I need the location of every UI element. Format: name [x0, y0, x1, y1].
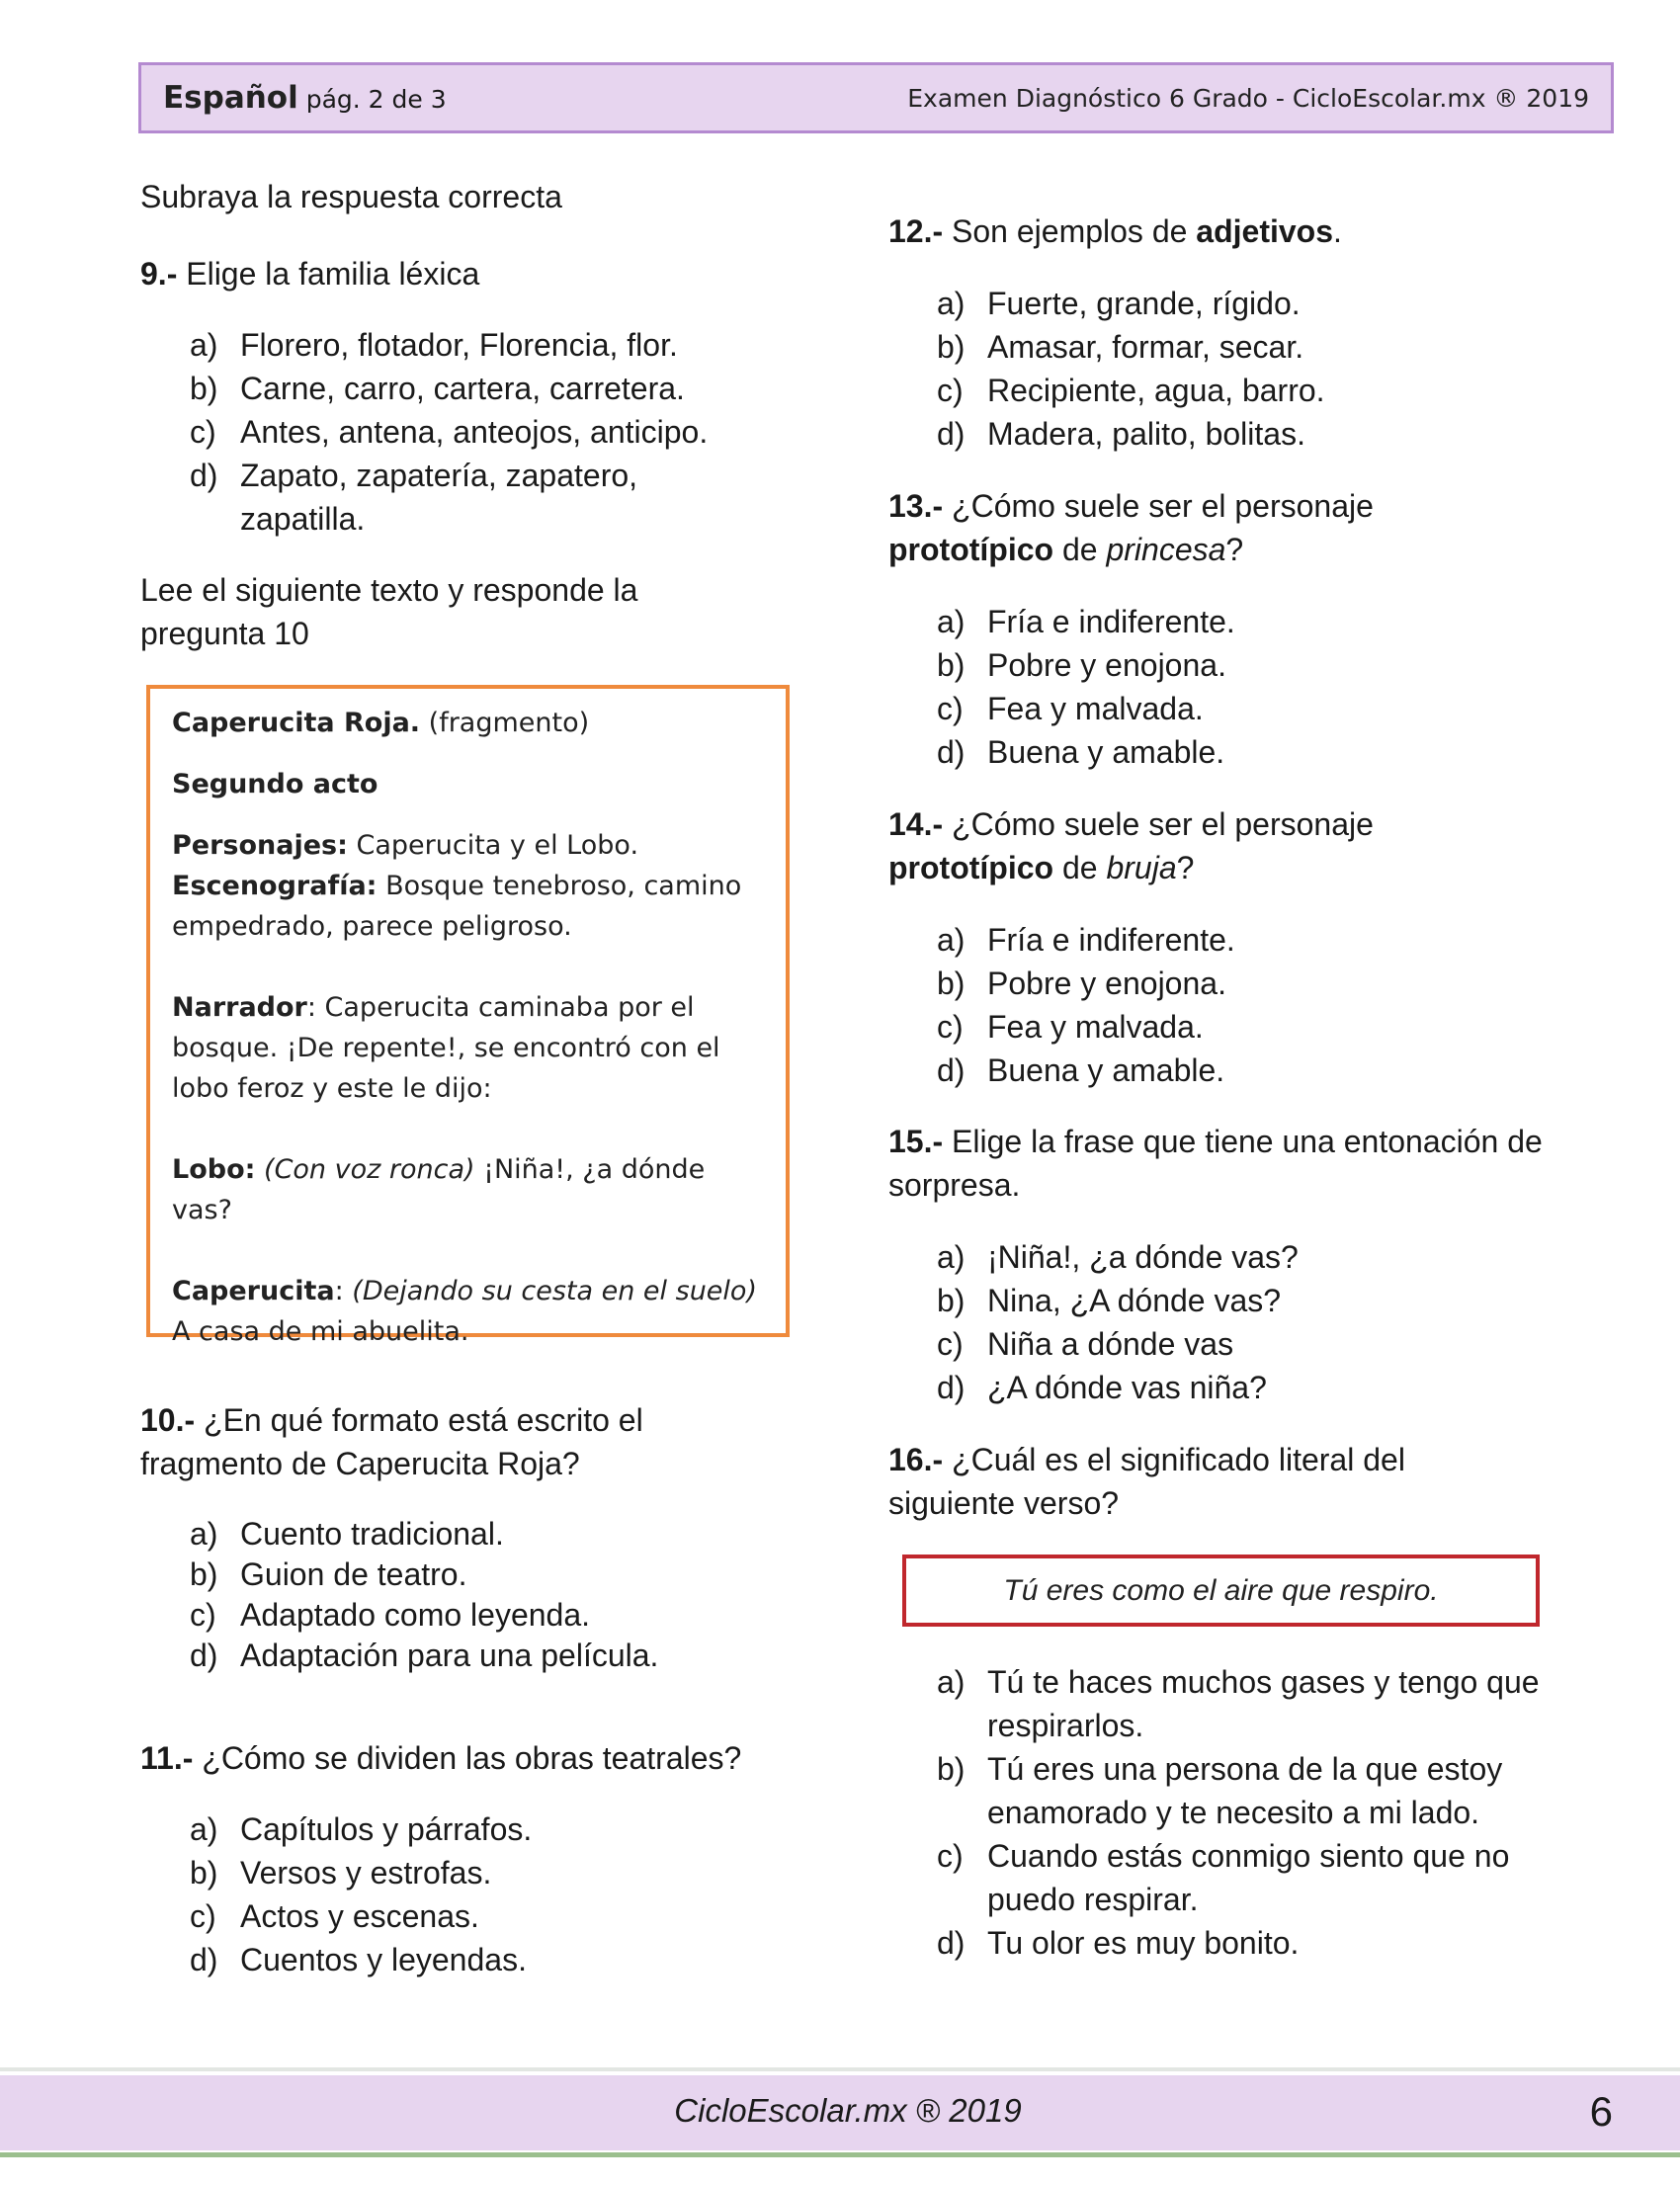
question-9-options — [190, 323, 763, 541]
question-text: ¿Cómo suele ser el personaje — [943, 806, 1374, 842]
option-text: Fría e indiferente. — [987, 604, 1235, 639]
option-text: Buena y amable. — [987, 734, 1225, 770]
option-text: Tu olor es muy bonito. — [987, 1925, 1300, 1961]
option-letter: a) — [937, 922, 966, 958]
option-letter: d) — [937, 1370, 966, 1405]
question-11 — [140, 1736, 741, 1780]
question-text: ¿Cómo se dividen las obras teatrales? — [193, 1740, 742, 1776]
option-text: Recipiente, agua, barro. — [987, 373, 1325, 408]
option-text: Carne, carro, cartera, carretera. — [240, 371, 685, 406]
option-letter: c) — [190, 414, 216, 450]
reading-instruction: Lee el siguiente texto y responde la pregunta 10 — [140, 572, 638, 651]
red-label: Caperucita — [172, 1276, 335, 1306]
question-text: ¿Cuál es el significado literal del siguiente verso? — [888, 1442, 1405, 1521]
question-12-options — [937, 282, 1569, 456]
option-text: Actos y escenas. — [240, 1898, 479, 1934]
question-number: 15.- — [888, 1124, 944, 1159]
option-text: Florero, flotador, Florencia, flor. — [240, 327, 678, 363]
story-title-note: (fragmento) — [420, 708, 590, 738]
narrator-text: : Caperucita caminaba por el bosque. ¡De repente!, se encontró con el lobo feroz y este le dijo: — [172, 992, 720, 1104]
question-11-options — [190, 1807, 783, 1981]
question-13 — [888, 484, 1442, 571]
page-label: pág. 2 de 3 — [305, 85, 447, 114]
question-keyword: prototípico — [888, 532, 1054, 567]
question-9 — [140, 252, 479, 295]
option-b[interactable] — [937, 962, 1569, 1005]
option-c[interactable] — [937, 687, 1569, 730]
option-a[interactable] — [190, 1514, 783, 1555]
option-text: Buena y amable. — [987, 1052, 1225, 1088]
option-letter: c) — [937, 1838, 964, 1874]
option-c[interactable] — [190, 410, 763, 454]
option-letter: b) — [937, 1283, 966, 1318]
question-number: 14.- — [888, 806, 944, 842]
red-line: A casa de mi abuelita. — [172, 1316, 469, 1347]
option-text: Fea y malvada. — [987, 1009, 1204, 1045]
option-c[interactable] — [190, 1595, 783, 1636]
option-d[interactable] — [190, 454, 763, 541]
question-text-mid: de — [1053, 850, 1107, 885]
option-b[interactable] — [190, 367, 763, 410]
option-c[interactable] — [937, 369, 1569, 412]
question-keyword: adjetivos — [1196, 213, 1334, 249]
set-label: Escenografía: — [172, 871, 378, 901]
question-italic: bruja — [1106, 850, 1177, 885]
option-text: Antes, antena, anteojos, anticipo. — [240, 414, 709, 450]
option-letter: a) — [190, 327, 218, 363]
option-b[interactable] — [937, 643, 1569, 687]
option-a[interactable] — [937, 600, 1569, 643]
option-d[interactable] — [937, 1049, 1569, 1092]
option-letter: a) — [937, 1239, 966, 1275]
option-text: Tú te haces muchos gases y tengo que respirarlos. — [987, 1664, 1540, 1743]
option-d[interactable] — [937, 412, 1569, 456]
option-letter: b) — [937, 647, 966, 683]
option-text: Guion de teatro. — [240, 1556, 467, 1592]
question-text-end: ? — [1176, 850, 1195, 885]
option-text: Pobre y enojona. — [987, 647, 1226, 683]
question-12 — [888, 210, 1342, 253]
option-b[interactable] — [190, 1555, 783, 1595]
option-text: Niña a dónde vas — [987, 1326, 1234, 1362]
option-text: Tú eres una persona de la que estoy enamorado y te necesito a mi lado. — [987, 1751, 1503, 1830]
option-letter: c) — [937, 691, 964, 726]
option-b[interactable] — [937, 325, 1569, 369]
option-text: ¿A dónde vas niña? — [987, 1370, 1267, 1405]
story-set — [172, 866, 764, 947]
question-14 — [888, 802, 1442, 889]
characters-label: Personajes: — [172, 830, 348, 861]
option-a[interactable] — [190, 1807, 783, 1851]
option-text: Cuentos y leyendas. — [240, 1942, 527, 1977]
option-c[interactable] — [937, 1005, 1569, 1049]
subject-block — [163, 80, 447, 116]
question-16 — [888, 1438, 1462, 1525]
story-title: Caperucita Roja. — [172, 708, 421, 738]
option-letter: b) — [190, 371, 218, 406]
story-act: Segundo acto — [172, 769, 378, 799]
option-letter: d) — [937, 1925, 966, 1961]
option-text: Fuerte, grande, rígido. — [987, 286, 1301, 321]
story-title-line — [172, 703, 764, 743]
option-b[interactable] — [937, 1747, 1550, 1834]
option-d[interactable] — [190, 1636, 783, 1676]
option-text: Fea y malvada. — [987, 691, 1204, 726]
option-letter: d) — [937, 416, 966, 452]
question-number: 10.- — [140, 1402, 196, 1438]
option-letter: d) — [937, 1052, 966, 1088]
characters-text: Caperucita y el Lobo. — [347, 830, 639, 861]
option-text: Cuento tradicional. — [240, 1516, 504, 1552]
footer-accent-line — [0, 2152, 1680, 2157]
page-number: 6 — [1589, 2088, 1613, 2135]
question-text: ¿Cómo suele ser el personaje — [943, 488, 1374, 524]
option-d[interactable] — [937, 730, 1569, 774]
question-number: 13.- — [888, 488, 944, 524]
option-d[interactable] — [190, 1938, 783, 1981]
question-text: Elige la familia léxica — [177, 256, 480, 292]
option-letter: a) — [937, 604, 966, 639]
option-b[interactable] — [937, 1279, 1569, 1322]
option-b[interactable] — [190, 1851, 783, 1894]
option-c[interactable] — [937, 1322, 1569, 1366]
question-16-options — [937, 1660, 1550, 1965]
question-text-mid: de — [1053, 532, 1107, 567]
option-a[interactable] — [937, 282, 1569, 325]
verse-text: Tú eres como el aire que respiro. — [1003, 1573, 1439, 1607]
option-letter: c) — [937, 373, 964, 408]
option-letter: b) — [937, 329, 966, 365]
subject-title: Español — [163, 80, 298, 116]
option-letter: c) — [190, 1597, 216, 1633]
option-a[interactable] — [937, 1660, 1550, 1747]
option-a[interactable] — [190, 323, 763, 367]
option-text: Fría e indiferente. — [987, 922, 1235, 958]
red-direction: (Dejando su cesta en el suelo) — [352, 1276, 757, 1306]
question-text-end: ? — [1225, 532, 1244, 567]
option-text: Madera, palito, bolitas. — [987, 416, 1305, 452]
question-10-options — [190, 1514, 783, 1676]
story-characters — [172, 825, 764, 866]
option-text: ¡Niña!, ¿a dónde vas? — [987, 1239, 1299, 1275]
story-red — [172, 1271, 764, 1352]
option-letter: d) — [190, 1638, 218, 1673]
option-letter: a) — [937, 286, 966, 321]
option-letter: b) — [937, 966, 966, 1001]
story-box — [146, 685, 790, 1347]
option-c[interactable] — [937, 1834, 1550, 1921]
question-keyword: prototípico — [888, 850, 1054, 885]
question-text: ¿En qué formato está escrito el fragmento de Caperucita Roja? — [140, 1402, 643, 1481]
option-letter: b) — [937, 1751, 966, 1787]
option-d[interactable] — [937, 1366, 1569, 1409]
story-wolf — [172, 1149, 764, 1230]
option-letter: c) — [937, 1326, 964, 1362]
question-14-options — [937, 918, 1569, 1092]
option-letter: d) — [190, 1942, 218, 1977]
narrator-label: Narrador — [172, 992, 307, 1023]
set-text: Bosque tenebroso, camino empedrado, parece peligroso. — [172, 871, 742, 942]
option-a[interactable] — [937, 918, 1569, 962]
question-number: 12.- — [888, 213, 944, 249]
page-header — [138, 62, 1614, 133]
question-number: 11.- — [140, 1740, 194, 1776]
option-text: Cuando estás conmigo siento que no puedo respirar. — [987, 1838, 1510, 1917]
option-letter: b) — [190, 1556, 218, 1592]
option-a[interactable] — [937, 1235, 1569, 1279]
option-d[interactable] — [937, 1921, 1550, 1965]
option-text: Versos y estrofas. — [240, 1855, 492, 1891]
option-letter: d) — [190, 458, 218, 493]
option-c[interactable] — [190, 1894, 783, 1938]
option-text: Amasar, formar, secar. — [987, 329, 1304, 365]
question-italic: princesa — [1106, 532, 1226, 567]
option-letter: d) — [937, 734, 966, 770]
option-letter: c) — [190, 1898, 216, 1934]
option-text: Adaptación para una película. — [240, 1638, 659, 1673]
option-text: Zapato, zapatería, zapatero, zapatilla. — [240, 458, 638, 537]
red-colon: : — [334, 1276, 353, 1306]
page-footer — [0, 2075, 1680, 2150]
question-text: Son ejemplos de — [943, 213, 1197, 249]
verse-box — [902, 1555, 1540, 1627]
question-text-end: . — [1333, 213, 1342, 249]
question-10 — [140, 1398, 733, 1485]
question-15 — [888, 1120, 1560, 1207]
option-letter: c) — [937, 1009, 964, 1045]
wolf-line: ¡Niña!, ¿a dónde vas? — [172, 1154, 706, 1225]
option-text: Capítulos y párrafos. — [240, 1811, 533, 1847]
wolf-label: Lobo: — [172, 1154, 256, 1185]
footer-divider — [0, 2067, 1680, 2071]
question-number: 16.- — [888, 1442, 944, 1477]
footer-brand: CicloEscolar.mx ® 2019 — [674, 2092, 1022, 2129]
exam-title: Examen Diagnóstico 6 Grado - CicloEscolar.mx ® 2019 — [907, 83, 1589, 113]
option-letter: a) — [190, 1811, 218, 1847]
wolf-direction: (Con voz ronca) — [264, 1154, 475, 1185]
option-letter: a) — [190, 1516, 218, 1552]
question-13-options — [937, 600, 1569, 774]
option-text: Adaptado como leyenda. — [240, 1597, 591, 1633]
option-letter: a) — [937, 1664, 966, 1700]
instruction: Subraya la respuesta correcta — [140, 179, 562, 214]
option-letter: b) — [190, 1855, 218, 1891]
story-narrator — [172, 987, 764, 1109]
option-text: Pobre y enojona. — [987, 966, 1226, 1001]
question-text: Elige la frase que tiene una entonación de sorpresa. — [888, 1124, 1543, 1203]
question-number: 9.- — [140, 256, 178, 292]
option-text: Nina, ¿A dónde vas? — [987, 1283, 1282, 1318]
question-15-options — [937, 1235, 1569, 1409]
